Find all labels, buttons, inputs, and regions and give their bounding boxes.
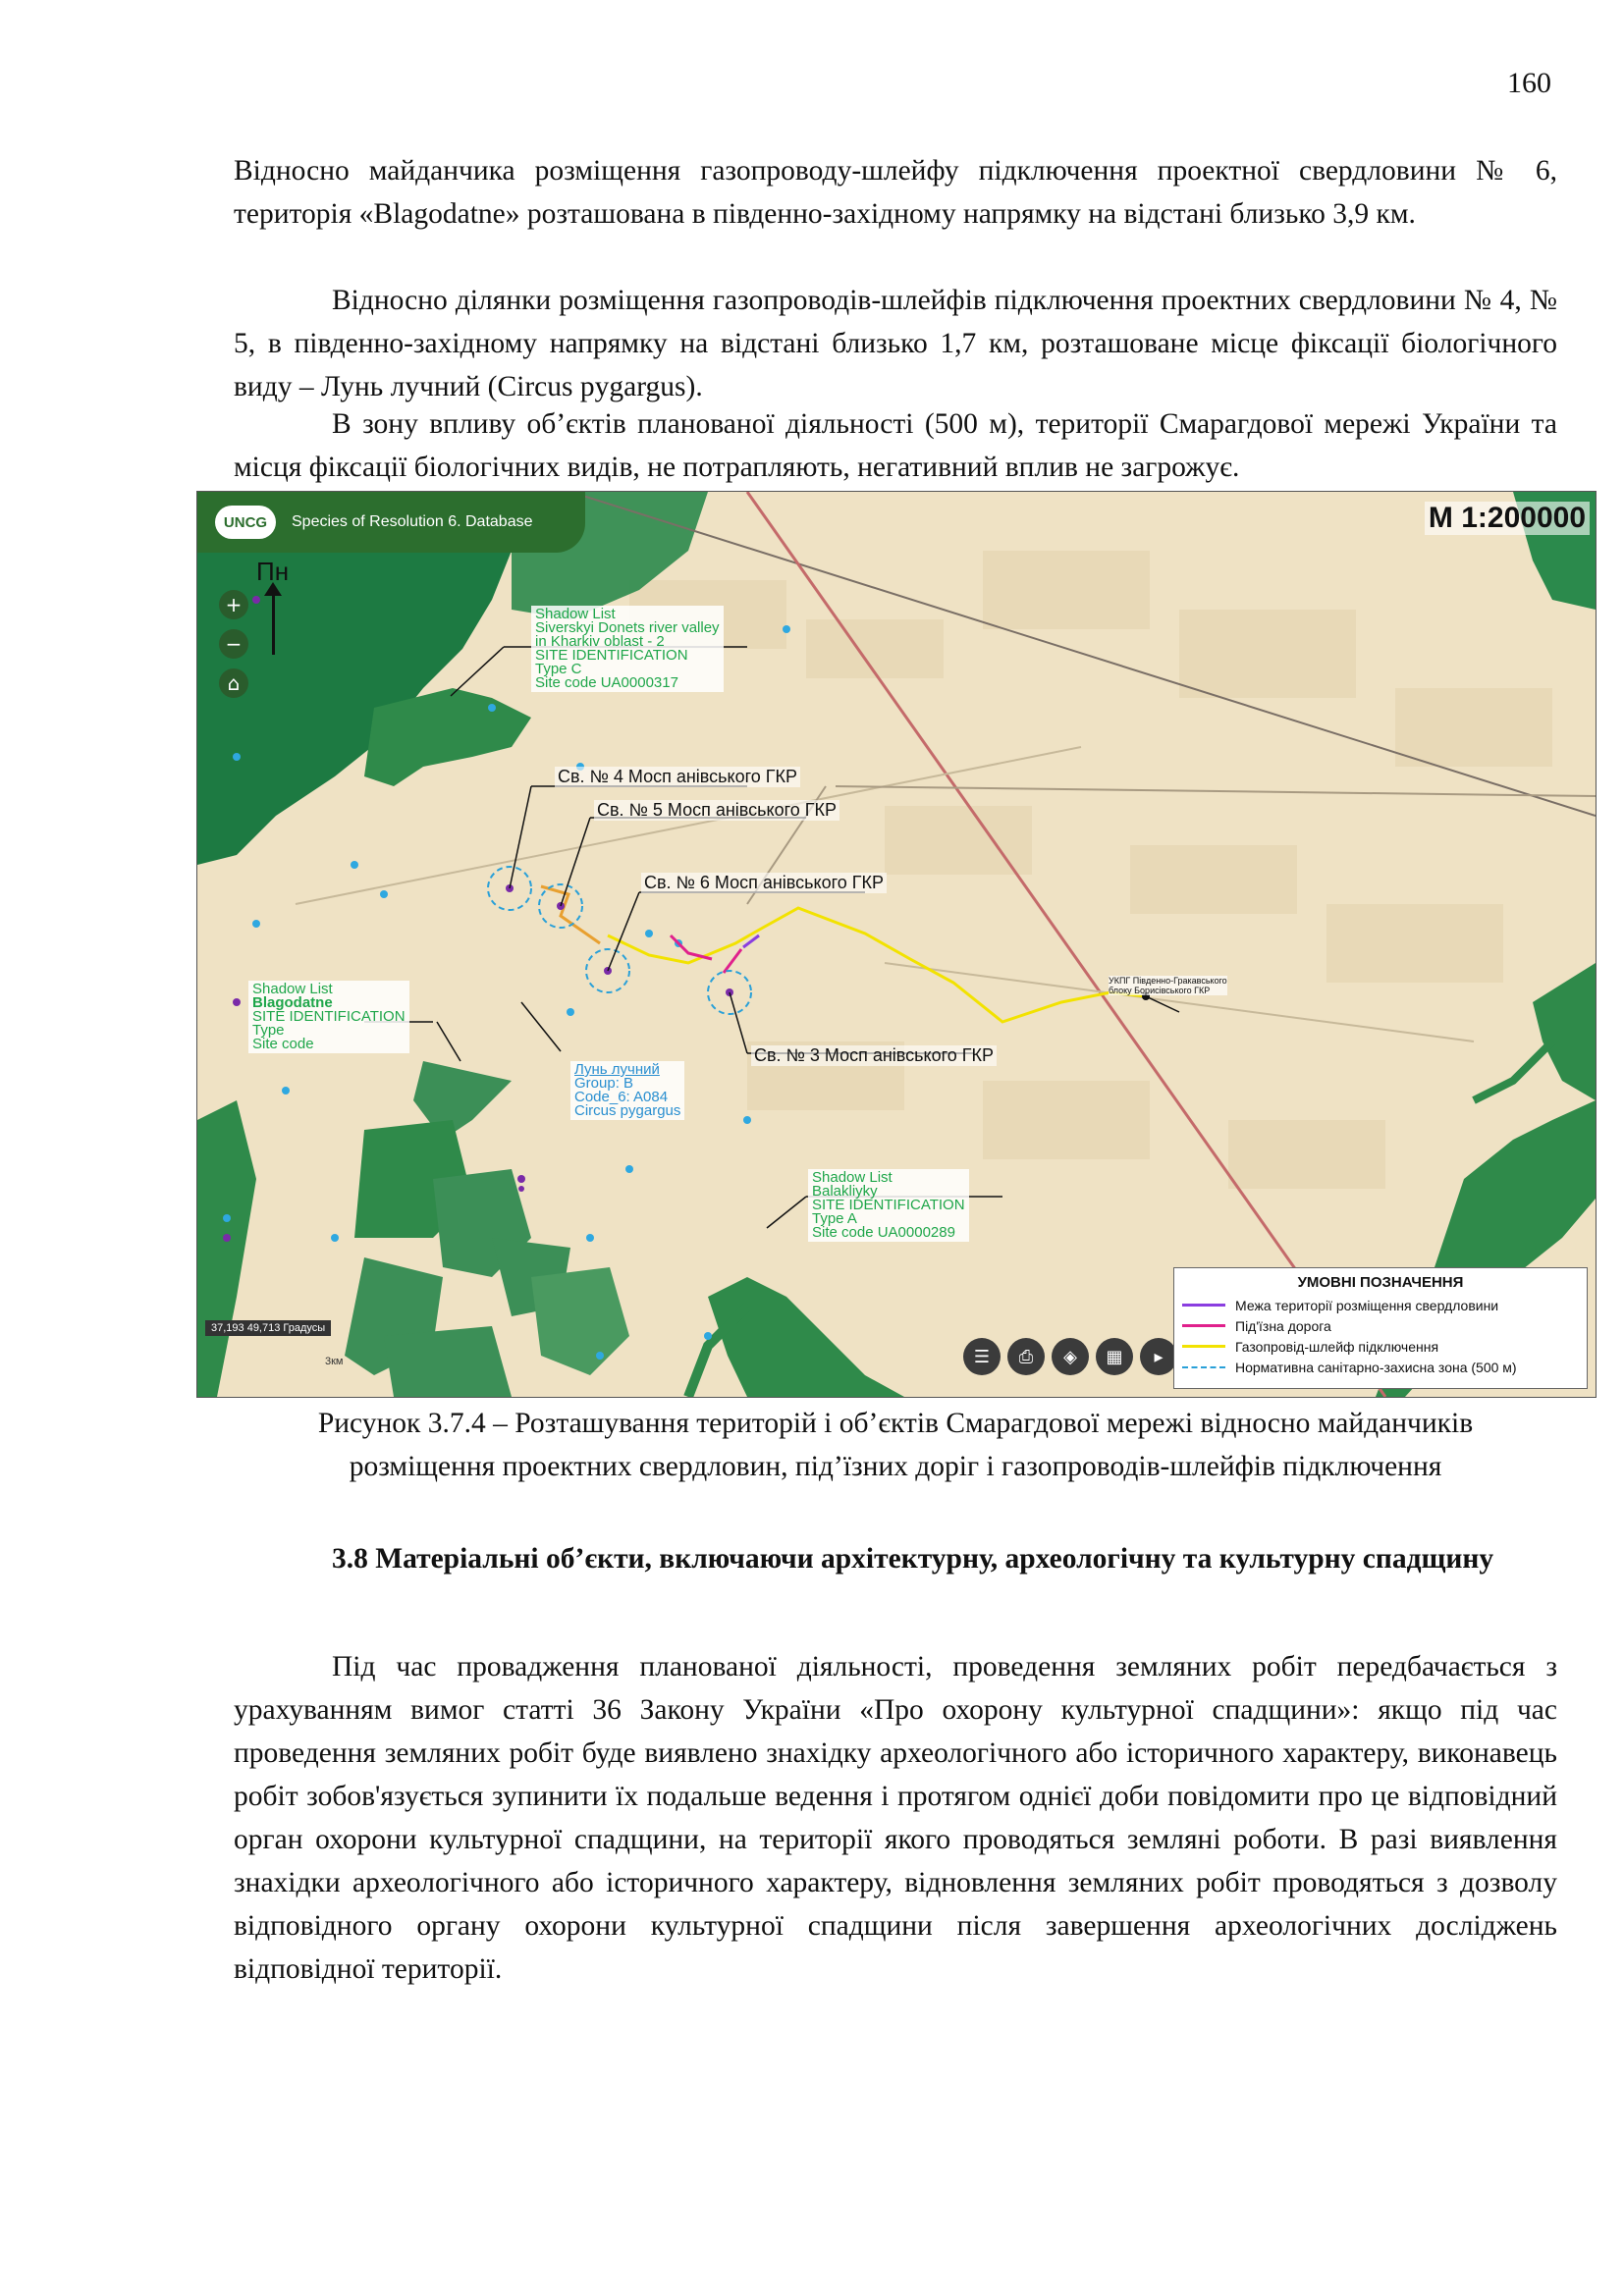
home-button[interactable]: ⌂ [219, 668, 248, 698]
well-6-label: Св. № 6 Мосп анівського ГКР [641, 873, 887, 893]
print-icon[interactable]: ⎙ [1007, 1338, 1045, 1375]
page-number: 160 [1507, 67, 1551, 99]
grid-icon[interactable]: ▦ [1096, 1338, 1133, 1375]
species-line: Лунь лучний [574, 1061, 660, 1078]
legend-label: Під'їзна дорога [1235, 1317, 1331, 1334]
site-line: Shadow List [535, 606, 616, 622]
site-line: SITE IDENTIFICATION [812, 1197, 965, 1213]
well-3-label: Св. № 3 Мосп анівського ГКР [751, 1045, 997, 1066]
app-header [197, 492, 585, 553]
well-5-label: Св. № 5 Мосп анівського ГКР [594, 800, 839, 821]
uncg-logo: UNCG [215, 506, 276, 539]
caption-line-1: Рисунок 3.7.4 – Розташування територій і об’єктів Смарагдової мережі відносно майданчиків [317, 1408, 1474, 1439]
map-background [197, 492, 1596, 1397]
site-line: Site code [252, 1036, 314, 1052]
zoom-in-button[interactable]: + [219, 590, 248, 619]
north-label: Пн [256, 557, 290, 586]
layers-icon[interactable]: ◈ [1052, 1338, 1089, 1375]
map-figure [196, 491, 1597, 1398]
site-line: Balakliyky [812, 1183, 878, 1200]
north-arrow [256, 557, 289, 587]
site-line: Site code UA0000317 [535, 674, 678, 691]
app-title: Species of Resolution 6. Database [292, 513, 533, 530]
paragraph-3: В зону впливу об’єктів планованої діяльності (500 м), території Смарагдової мережі України та місця фіксації біологічних видів, не потрапляють, негативний вплив не загрожує. [234, 408, 1557, 483]
site-line: Site code UA0000289 [812, 1224, 955, 1241]
map-toolbar [963, 1338, 1177, 1375]
species-line: Circus pygargus [574, 1102, 681, 1119]
site-line: in Kharkiv oblast - 2 [535, 633, 665, 650]
legend-item [1174, 1315, 1587, 1336]
site-box-balakliyky [808, 1169, 969, 1242]
legend-title: УМОВНІ ПОЗНАЧЕННЯ [1297, 1274, 1464, 1291]
map-scale: М 1:200000 [1425, 502, 1590, 535]
site-line: Siverskyi Donets river valley [535, 619, 720, 636]
legend-swatch [1182, 1324, 1225, 1327]
species-line: Code_6: A084 [574, 1089, 669, 1105]
site-line: Shadow List [812, 1169, 893, 1186]
list-icon[interactable]: ☰ [963, 1338, 1001, 1375]
species-box-circus-pygargus [570, 1061, 684, 1120]
scale-bar: 3км [325, 1356, 344, 1367]
body-paragraph: Під час провадження планованої діяльності, проведення земляних робіт передбачається з урахуванням вимог статті 36 Закону України «Про охорону культурної спадщини»: якщо під час проведення земляних робіт буде виявлено знахідку археологічного або історичного характеру, виконавець робіт зобов'язується зупинити їх подальше ведення і протягом однієї доби повідомити про це відповідний орган охорони культурної спадщини, на території якого проводяться земляні роботи. В разі виявлення знахідки археологічного або історичного характеру, відновлення земляних робіт проводяться з дозволу відповідного органу охорони культурної спадщини після завершення археологічних досліджень відповідної території. [234, 1651, 1557, 1985]
site-line: SITE IDENTIFICATION [535, 647, 688, 664]
paragraph-2: Відносно ділянки розміщення газопроводів-шлейфів підключення проектних свердловини № 4, № 5, в південно-західному напрямку на відстані близько 1,7 км, розташоване місце фіксації біологічного виду – Лунь лучний (Circus pygargus). [234, 285, 1557, 402]
legend-label: Газопровід-шлейф підключення [1235, 1338, 1439, 1355]
well-4-label: Св. № 4 Мосп анівського ГКР [555, 767, 800, 787]
paragraph-1: Відносно майданчика розміщення газопроводу-шлейфу підключення проектної свердловини № 6, територія «Blagodatne» розташована в південно-західному напрямку на відстані близько 3,9 км. [234, 155, 1557, 230]
ukpg-line: УКПГ Південно-Гракавського [1109, 976, 1227, 986]
north-arrow-shaft-icon [272, 586, 275, 655]
site-box-blagodatne [248, 981, 409, 1053]
caption-line-2: розміщення проектних свердловин, під’їзних доріг і газопроводів-шлейфів підключення [349, 1451, 1442, 1482]
section-heading: 3.8 Матеріальні об’єкти, включаючи архітектурну, археологічну та культурну спадщину [332, 1543, 1494, 1575]
species-line: Group: B [574, 1075, 634, 1092]
north-arrowhead-icon [264, 582, 282, 596]
more-icon[interactable]: ▸ [1140, 1338, 1177, 1375]
site-line: SITE IDENTIFICATION [252, 1008, 406, 1025]
coordinate-readout: 37,193 49,713 Градусы [205, 1320, 331, 1336]
figure-caption [196, 1402, 1595, 1488]
site-line: Type [252, 1022, 285, 1039]
legend-item [1174, 1295, 1587, 1315]
map-legend [1173, 1267, 1588, 1389]
site-line: Type A [812, 1210, 857, 1227]
site-line: Blagodatne [252, 994, 333, 1011]
legend-label: Межа території розміщення свердловини [1235, 1297, 1499, 1313]
ukpg-line: блоку Борисівського ГКР [1109, 986, 1211, 995]
legend-swatch [1182, 1366, 1225, 1368]
legend-swatch [1182, 1304, 1225, 1307]
zoom-out-button[interactable]: − [219, 629, 248, 659]
site-line: Type C [535, 661, 582, 677]
ukpg-label [1109, 976, 1227, 995]
legend-item [1174, 1357, 1587, 1377]
legend-swatch [1182, 1345, 1225, 1348]
legend-item [1174, 1336, 1587, 1357]
site-box-siverskyi [531, 606, 724, 692]
site-line: Shadow List [252, 981, 333, 997]
legend-label: Нормативна санітарно-захисна зона (500 м) [1235, 1359, 1517, 1375]
